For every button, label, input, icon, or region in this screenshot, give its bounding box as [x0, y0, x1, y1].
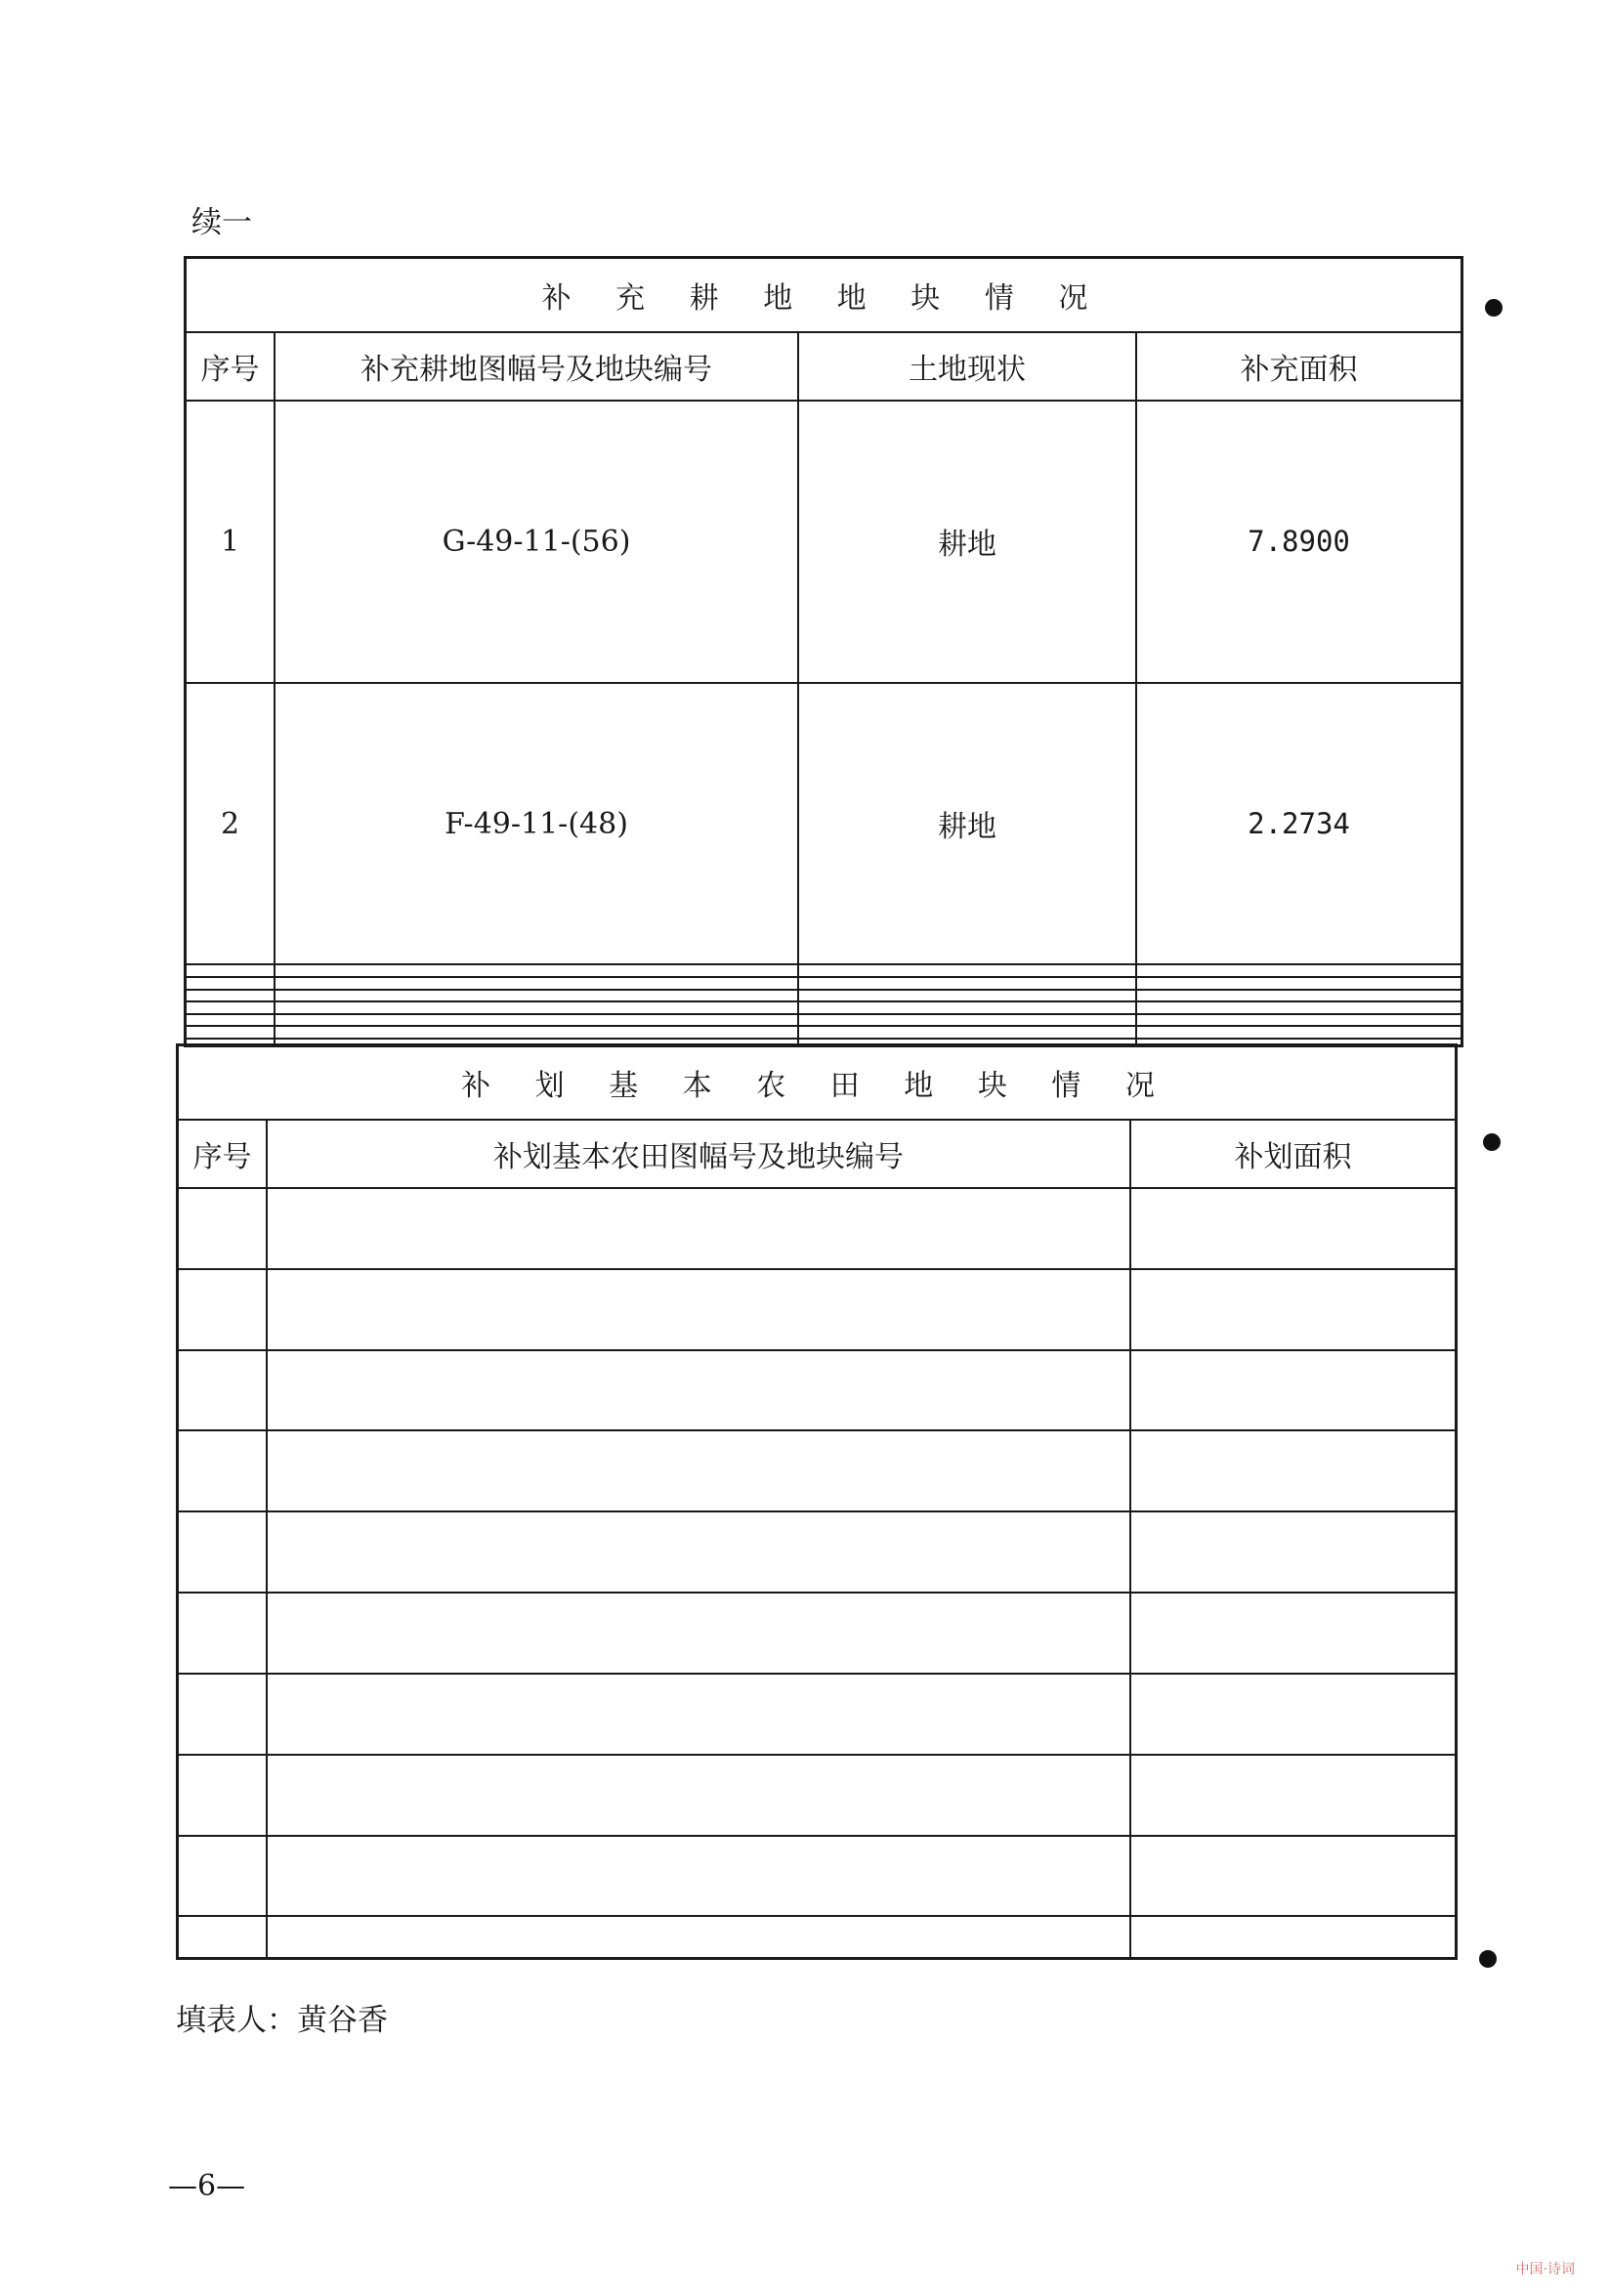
table-cell — [1130, 1350, 1455, 1431]
table-cell — [267, 1836, 1130, 1917]
table-cell — [275, 964, 798, 977]
form-filler: 填表人：黄谷香 — [176, 2003, 388, 2038]
table1-title: 补 充 耕 地 地 块 情 况 — [187, 259, 1461, 332]
table-cell — [1130, 1188, 1455, 1269]
table-cell — [1130, 1916, 1455, 1957]
table-row — [187, 683, 1461, 965]
table-cell — [1130, 1269, 1455, 1350]
table-cell — [179, 1593, 267, 1674]
table-cell — [267, 1350, 1130, 1431]
table-cell — [187, 1001, 275, 1014]
table-cell — [1130, 1593, 1455, 1674]
table-row — [187, 1026, 1461, 1039]
table-cell — [1136, 990, 1461, 1002]
table-cell — [798, 990, 1136, 1002]
table-cell: 2.2734 — [1136, 683, 1461, 965]
table-cell — [267, 1188, 1130, 1269]
table-cell — [267, 1916, 1130, 1957]
table-cell: 耕地 — [798, 683, 1136, 965]
table-row — [179, 1188, 1455, 1269]
table-cell — [187, 977, 275, 990]
table-cell — [179, 1430, 267, 1511]
page-number: —6— — [168, 2169, 246, 2203]
punch-hole-icon — [1485, 299, 1503, 317]
table-row — [187, 1001, 1461, 1014]
table-row — [187, 1014, 1461, 1027]
table-cell — [267, 1511, 1130, 1593]
table-cell — [187, 1014, 275, 1027]
table-cell — [179, 1350, 267, 1431]
table-cell — [1136, 977, 1461, 990]
table-cell — [275, 1026, 798, 1039]
table-cell — [1130, 1836, 1455, 1917]
table-row — [179, 1836, 1455, 1917]
table-cell — [1136, 964, 1461, 977]
table2-header-index: 序号 — [179, 1120, 267, 1188]
table-cell — [798, 1001, 1136, 1014]
table-cell — [1130, 1755, 1455, 1836]
table-row — [179, 1593, 1455, 1674]
table-cell: 2 — [187, 683, 275, 965]
table-cell — [179, 1188, 267, 1269]
table-cell — [275, 977, 798, 990]
table-cell — [275, 990, 798, 1002]
table-row — [187, 964, 1461, 977]
table-cell — [1136, 1026, 1461, 1039]
table-cell: G-49-11-(56) — [275, 401, 798, 683]
table-cell — [1130, 1430, 1455, 1511]
table-cell — [179, 1755, 267, 1836]
table1-header-plot-id: 补充耕地图幅号及地块编号 — [275, 332, 798, 401]
table-cell — [179, 1836, 267, 1917]
table-cell — [798, 964, 1136, 977]
table-cell — [798, 1014, 1136, 1027]
table-cell — [798, 977, 1136, 990]
table-cell — [267, 1430, 1130, 1511]
watermark: 中国·诗词 — [1515, 2262, 1575, 2277]
table-cell: F-49-11-(48) — [275, 683, 798, 965]
table-cell: 7.8900 — [1136, 401, 1461, 683]
table-cell: 1 — [187, 401, 275, 683]
table-row — [179, 1430, 1455, 1511]
table-cell — [179, 1511, 267, 1593]
table-cell — [275, 1014, 798, 1027]
table-cell — [1130, 1674, 1455, 1755]
table-cell — [798, 1026, 1136, 1039]
basic-farmland-table — [176, 1043, 1458, 1960]
continued-label: 续一 — [191, 205, 252, 240]
table-cell: 耕地 — [798, 401, 1136, 683]
table-cell — [1130, 1511, 1455, 1593]
table-cell — [267, 1269, 1130, 1350]
table-cell — [187, 964, 275, 977]
table2-header-plot-id: 补划基本农田图幅号及地块编号 — [267, 1120, 1130, 1188]
table-row — [179, 1916, 1455, 1957]
table-row — [179, 1350, 1455, 1431]
table-row — [187, 977, 1461, 990]
supplementary-farmland-table — [184, 256, 1463, 1047]
table-cell — [267, 1755, 1130, 1836]
table2-title: 补 划 基 本 农 田 地 块 情 况 — [179, 1046, 1455, 1120]
table1-header-land-status: 土地现状 — [798, 332, 1136, 401]
table-row — [187, 401, 1461, 683]
table-row — [179, 1755, 1455, 1836]
table-cell — [1136, 1001, 1461, 1014]
table-cell — [187, 990, 275, 1002]
table-row — [187, 990, 1461, 1002]
table-cell — [267, 1593, 1130, 1674]
table-row — [179, 1511, 1455, 1593]
table-row — [179, 1674, 1455, 1755]
table2-header-area: 补划面积 — [1130, 1120, 1455, 1188]
table-cell — [267, 1674, 1130, 1755]
punch-hole-icon — [1479, 1950, 1497, 1968]
table-cell — [1136, 1014, 1461, 1027]
table-cell — [179, 1674, 267, 1755]
table-cell — [179, 1269, 267, 1350]
table1-header-index: 序号 — [187, 332, 275, 401]
table-cell — [187, 1026, 275, 1039]
table-cell — [275, 1001, 798, 1014]
table1-header-area: 补充面积 — [1136, 332, 1461, 401]
table-cell — [179, 1916, 267, 1957]
table-row — [179, 1269, 1455, 1350]
punch-hole-icon — [1483, 1133, 1501, 1151]
